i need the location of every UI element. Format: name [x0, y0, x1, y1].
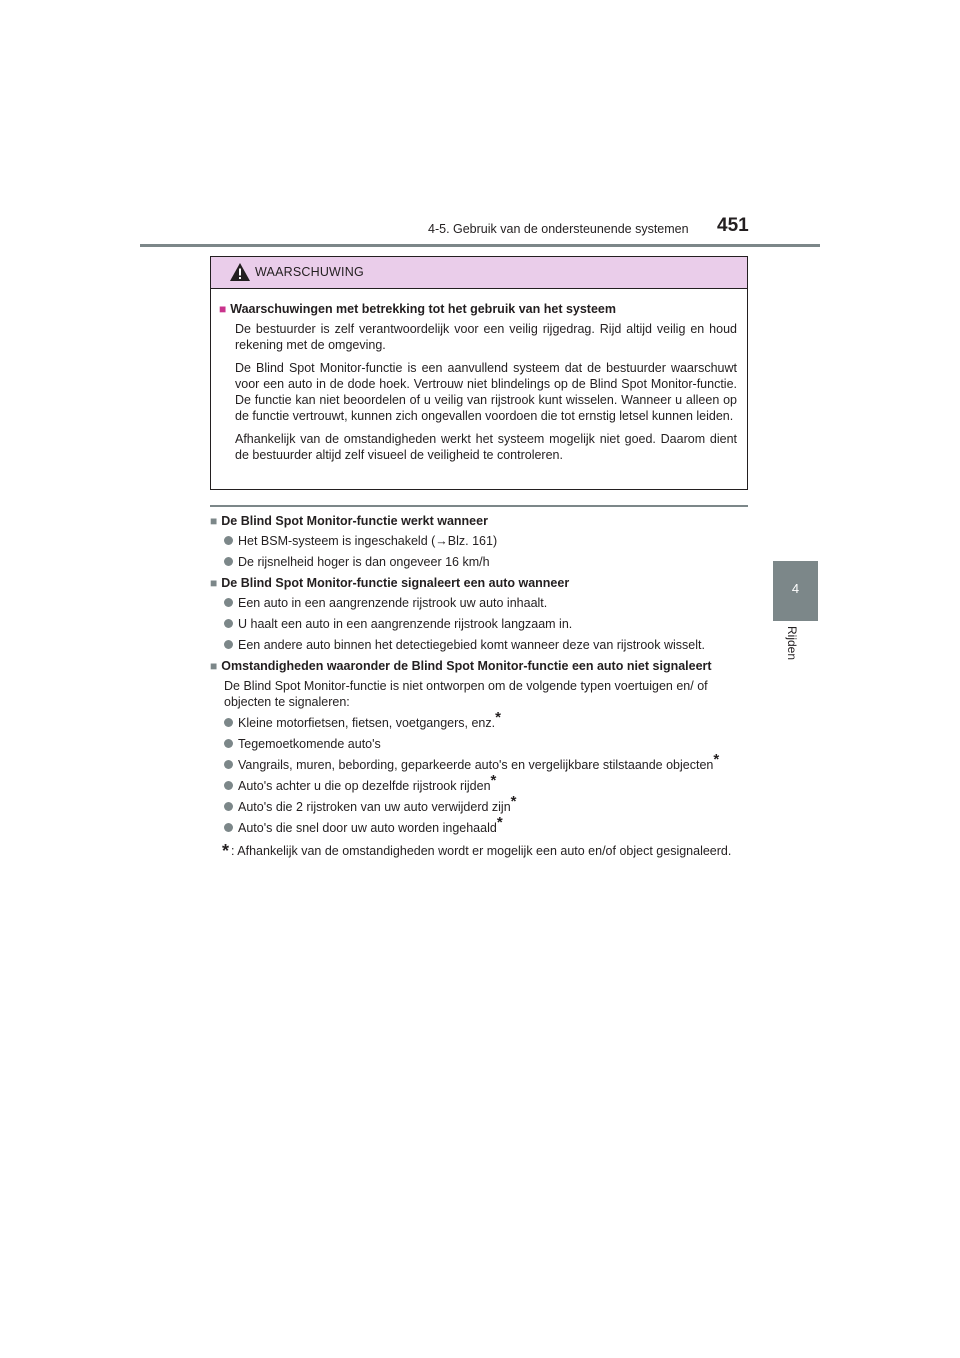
- round-bullet-icon: [224, 619, 233, 628]
- square-bullet-icon: ■: [219, 302, 227, 316]
- section-heading: [210, 658, 748, 674]
- warning-triangle-icon: [229, 262, 251, 282]
- list-item: [224, 533, 748, 549]
- list-item-text: Auto's die 2 rijstroken van uw auto verwijderd zijn*: [238, 793, 517, 814]
- heading-text: Omstandigheden waaronder de Blind Spot Monitor-functie een auto niet signaleert: [221, 659, 712, 673]
- footnote-star: *: [510, 793, 517, 810]
- page-number: 451: [717, 215, 749, 236]
- list-item-text: Kleine motorfietsen, fietsen, voetgangers, enz.*: [238, 709, 501, 730]
- warning-subheading-text: Waarschuwingen met betrekking tot het gebruik van het systeem: [230, 302, 616, 316]
- header-rule: [140, 244, 820, 247]
- round-bullet-icon: [224, 739, 233, 748]
- round-bullet-icon: [224, 718, 233, 727]
- footnote-star: *: [490, 772, 497, 789]
- page-reference-link[interactable]: Blz. 161): [447, 534, 498, 548]
- round-bullet-icon: [224, 781, 233, 790]
- list-item-text: Een auto in een aangrenzende rijstrook uw auto inhaalt.: [238, 596, 548, 610]
- round-bullet-icon: [224, 760, 233, 769]
- section-intro: De Blind Spot Monitor-functie is niet ontworpen om de volgende typen voertuigen en/ of objecten te signaleren:: [224, 679, 708, 709]
- heading-text: De Blind Spot Monitor-functie signaleert een auto wanneer: [221, 576, 570, 590]
- list-item-text: Een andere auto binnen het detectiegebied komt wanneer deze van rijstrook wisselt.: [238, 638, 705, 652]
- round-bullet-icon: [224, 640, 233, 649]
- square-bullet-icon: ■: [210, 514, 218, 528]
- list-item-text: Auto's die snel door uw auto worden ingehaald*: [238, 814, 503, 835]
- round-bullet-icon: [224, 598, 233, 607]
- round-bullet-icon: [224, 802, 233, 811]
- round-bullet-icon: [224, 536, 233, 545]
- list-item: [224, 554, 748, 570]
- footnote-star: *: [495, 709, 501, 726]
- footnote-mark: *: [222, 841, 230, 861]
- warning-body: [211, 289, 747, 463]
- list-item-text: Auto's achter u die op dezelfde rijstrook rijden*: [238, 772, 497, 793]
- section-heading: [210, 513, 748, 529]
- footnote: [222, 841, 748, 859]
- warning-title: WAARSCHUWING: [255, 265, 364, 279]
- list-item: [224, 793, 748, 815]
- warning-paragraph: Afhankelijk van de omstandigheden werkt het systeem mogelijk niet goed. Daarom dient de bestuurder altijd zelf visueel de veiligheid te controleren.: [235, 432, 737, 462]
- warning-header: [211, 257, 747, 289]
- footnote-star: *: [713, 751, 720, 768]
- chapter-tab[interactable]: [773, 561, 818, 621]
- list-item: [224, 772, 748, 794]
- section-title: 4-5. Gebruik van de ondersteunende systemen: [428, 222, 689, 236]
- warning-paragraph: De bestuurder is zelf verantwoordelijk voor een veilig rijgedrag. Rijd altijd veilig en houd rekening met de omgeving.: [235, 322, 737, 352]
- heading-text: De Blind Spot Monitor-functie werkt wanneer: [221, 514, 488, 528]
- footnote-star: *: [496, 814, 503, 831]
- round-bullet-icon: [224, 823, 233, 832]
- square-bullet-icon: ■: [210, 576, 218, 590]
- list-item: [224, 595, 748, 611]
- warning-paragraph: De Blind Spot Monitor-functie is een aanvullend systeem dat de bestuurder waarschuwt voor een auto in de dode hoek. Vertrouw niet blindelings op de Blind Spot Monitor-functie. De functie kan niet beoordelen of u veilig van rijstrook kunt wisselen. Wanneer u alleen op de functie vertrouwt, kunnen zich ongevallen voordoen die tot ernstig letsel kunnen leiden.: [235, 361, 737, 423]
- list-item-text: Het BSM-systeem is ingeschakeld (→Blz. 161): [238, 534, 498, 548]
- list-item: [224, 637, 748, 653]
- list-item: [224, 736, 748, 752]
- square-bullet-icon: ■: [210, 659, 218, 673]
- list-item-text: Vangrails, muren, bebording, geparkeerde auto's en vergelijkbare stilstaande objecten*: [238, 751, 720, 772]
- list-item: [224, 814, 748, 836]
- section-divider: [210, 505, 748, 507]
- warning-subheading: [219, 301, 737, 317]
- list-item: [224, 709, 748, 731]
- list-item-text: U haalt een auto in een aangrenzende rijstrook langzaam in.: [238, 617, 573, 631]
- list-item-text: Tegemoetkomende auto's: [238, 737, 381, 751]
- section-heading: [210, 575, 748, 591]
- round-bullet-icon: [224, 557, 233, 566]
- warning-box: [210, 256, 748, 490]
- list-item: [224, 616, 748, 632]
- chapter-label: [783, 622, 813, 682]
- list-item: [224, 751, 748, 773]
- chapter-number: 4: [791, 581, 800, 596]
- list-item-text: De rijsnelheid hoger is dan ongeveer 16 km/h: [238, 555, 490, 569]
- arrow-icon: →: [435, 534, 448, 548]
- footnote-text: : Afhankelijk van de omstandigheden wordt er mogelijk een auto en/of object gesignaleerd.: [231, 844, 732, 858]
- chapter-label-text: Rijden: [785, 626, 799, 661]
- main-content: [210, 513, 748, 859]
